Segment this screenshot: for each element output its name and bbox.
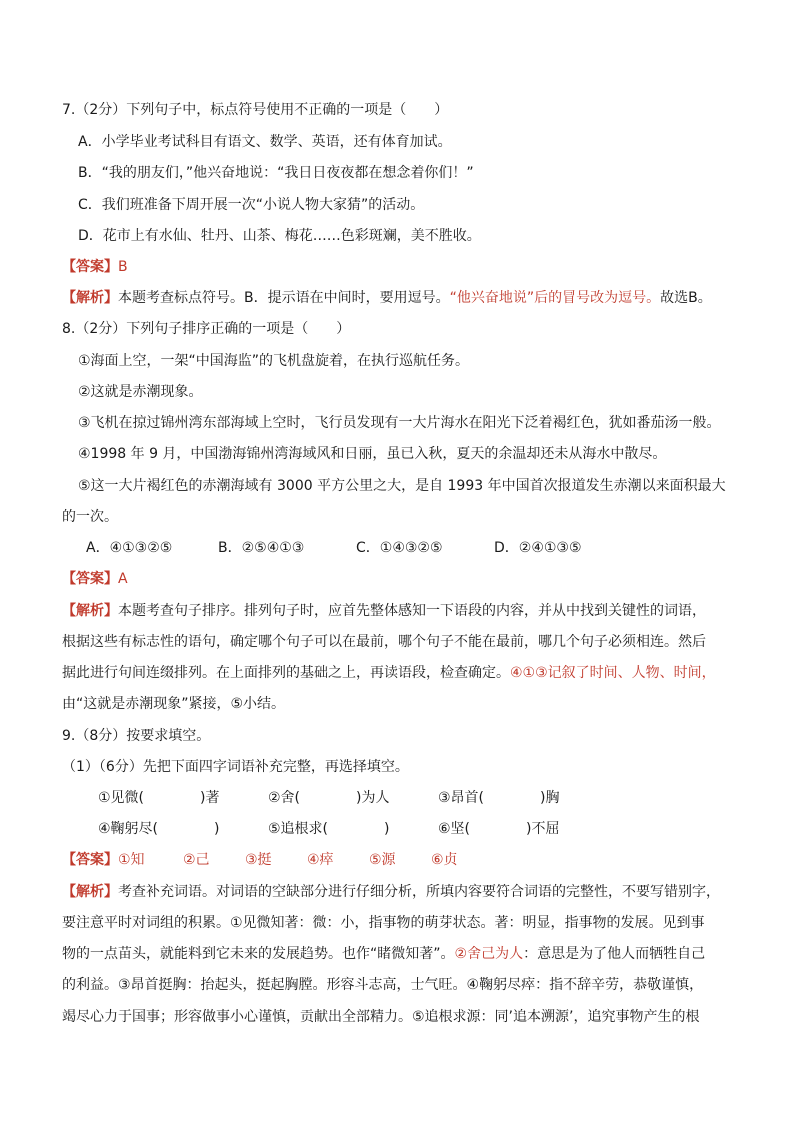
q9-word-5: ⑤追根求( )	[268, 821, 390, 837]
q8-sentence-2: ②这就是赤潮现象。	[78, 384, 203, 400]
analysis-label: 【解析】	[62, 884, 118, 900]
q9-analysis-line-2: 要注意平时对词组的积累。①见微知著：微：小，指事物的萌芽状态。著：明显，指事物的发展。见到事	[62, 915, 705, 931]
q9-word-6: ⑥坚( )不屈	[438, 821, 560, 837]
q8-sentence-5-cont: 的一次。	[62, 509, 118, 525]
q8-option-c: C．①④③②⑤	[356, 540, 443, 556]
q9-stem: 9.（8分）按要求填空。	[62, 728, 211, 744]
q8-options	[86, 538, 582, 558]
q9-word-2: ②舍( )为人	[268, 790, 390, 806]
q9-analysis-line-3: 物的一点苗头，就能料到它未来的发展趋势。也作“睹微知著”。②舍己为人：意思是为了他人而牺牲自己	[62, 946, 706, 962]
q9-subquestion-1: （1）（6分）先把下面四字词语补充完整，再选择填空。	[62, 759, 409, 775]
q9-word-1: ①见微( )著	[98, 790, 220, 806]
q9-answer-5: ⑤源	[369, 852, 396, 868]
q9-analysis-line-5: 竭尽心力于国事；形容做事小心谨慎，贡献出全部精力。⑤追根求源：同’追本溯源’，追究事物产生的根	[62, 1009, 700, 1025]
q9-analysis-line-1: 【解析】考查补充词语。对词语的空缺部分进行仔细分析，所填内容要符合词语的完整性，不要写错别字，	[62, 884, 720, 900]
answer-label: 【答案】	[62, 259, 118, 275]
q7-option-d: D．花市上有水仙、牡丹、山茶、梅花……色彩斑斓，美不胜收。	[78, 228, 481, 244]
q9-word-3: ③昂首( )胸	[438, 790, 560, 806]
answer-label: 【答案】	[62, 852, 118, 868]
q9-answer-6: ⑥贞	[431, 852, 458, 868]
q7-option-a: A．小学毕业考试科目有语文、数学、英语，还有体育加试。	[78, 134, 452, 150]
q8-sentence-4: ④1998 年 9 月，中国渤海锦州湾海域风和日丽，虽已入秋，夏天的余温却还未从海水中散尽。	[78, 446, 667, 462]
q8-answer-value: A	[118, 571, 128, 587]
q9-analysis-line-4: 的利益。③昂首挺胸：抬起头，挺起胸膛。形容斗志高，士气旺。④鞠躬尽瘁：指不辞辛劳，恭敬谨慎，	[62, 977, 704, 993]
q9-words-row-2	[98, 819, 559, 839]
q8-sentence-1: ①海面上空，一架“中国海监”的飞机盘旋着，在执行巡航任务。	[78, 353, 470, 369]
q9-answer	[62, 850, 458, 870]
q9-answer-2: ②己	[183, 852, 210, 868]
analysis-label: 【解析】	[62, 603, 118, 619]
q9-answer-4: ④瘁	[307, 852, 334, 868]
q8-analysis-line-3: 据此进行句间连缀排列。在上面排列的基础之上，再读语段，检查确定。④①③记叙了时间、人物、时间，	[62, 665, 716, 681]
q8-option-d: D．②④①③⑤	[494, 540, 582, 556]
q8-analysis-line-2: 根据这些有标志性的语句，确定哪个句子可以在最前，哪个句子不能在最前，哪几个句子必须相连。然后	[62, 634, 706, 650]
q7-answer	[62, 257, 128, 277]
q8-option-b: B．②⑤④①③	[218, 540, 305, 556]
answer-label: 【答案】	[62, 571, 118, 587]
q7-answer-value: B	[118, 259, 128, 275]
q8-analysis-line-1: 【解析】本题考查句子排序。排列句子时，应首先整体感知一下语段的内容，并从中找到关键性的词语，	[62, 603, 706, 619]
q8-stem: 8.（2分）下列句子排序正确的一项是（ ）	[62, 321, 351, 337]
q7-option-c: C．我们班准备下周开展一次“小说人物大家猜”的活动。	[78, 197, 425, 213]
analysis-label: 【解析】	[62, 290, 118, 306]
q7-option-b: B．“我的朋友们，”他兴奋地说：“我日日夜夜都在想念着你们！”	[78, 165, 474, 181]
q8-sentence-3: ③飞机在掠过锦州湾东部海域上空时，飞行员发现有一大片海水在阳光下泛着褐红色，犹如番茄汤一般。	[78, 415, 721, 431]
q8-answer	[62, 569, 128, 589]
q8-analysis-line-4: 由“这就是赤潮现象”紧接，⑤小结。	[62, 696, 286, 712]
q9-answer-1: ①知	[118, 852, 145, 868]
q8-option-a: A．④①③②⑤	[86, 540, 173, 556]
q9-word-4: ④鞠躬尽( )	[98, 821, 220, 837]
q9-words-row-1	[98, 788, 559, 808]
q7-stem: 7.（2分）下列句子中，标点符号使用不正确的一项是（ ）	[62, 102, 449, 118]
q7-analysis: 【解析】本题考查标点符号。B．提示语在中间时，要用逗号。“他兴奋地说”后的冒号改为逗号。故选B。	[62, 290, 712, 306]
q9-answer-3: ③挺	[245, 852, 272, 868]
q8-sentence-5: ⑤这一大片褐红色的赤潮海域有 3000 平方公里之大，是自 1993 年中国首次报道发生赤潮以来面积最大	[78, 478, 726, 494]
